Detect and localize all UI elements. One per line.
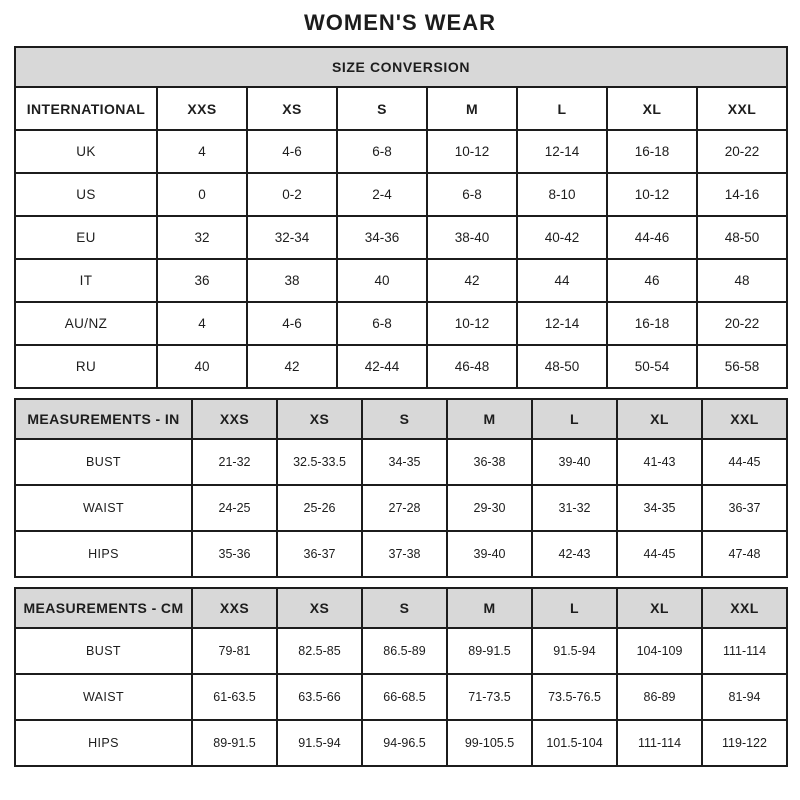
table-cell: 10-12 [607, 173, 697, 216]
table-cell: 12-14 [517, 302, 607, 345]
column-header-xs: XS [247, 87, 337, 130]
table-cell: 38-40 [427, 216, 517, 259]
table-cell: 40 [337, 259, 427, 302]
row-label: IT [15, 259, 157, 302]
table-cell: 73.5-76.5 [532, 674, 617, 720]
table-cell: 42-43 [532, 531, 617, 577]
column-header-l: L [532, 399, 617, 439]
table-row-eu [15, 216, 787, 259]
table-row-waist [15, 485, 787, 531]
column-header-m: M [447, 588, 532, 628]
table-cell: 16-18 [607, 302, 697, 345]
table-cell: 32.5-33.5 [277, 439, 362, 485]
table-cell: 8-10 [517, 173, 607, 216]
table-cell: 111-114 [617, 720, 702, 766]
table-cell: 36 [157, 259, 247, 302]
table-cell: 66-68.5 [362, 674, 447, 720]
measurements-in-table [14, 398, 788, 578]
table-cell: 119-122 [702, 720, 787, 766]
table-cell: 40 [157, 345, 247, 388]
table-cell: 4-6 [247, 130, 337, 173]
table-cell: 63.5-66 [277, 674, 362, 720]
table-cell: 6-8 [427, 173, 517, 216]
table-cell: 39-40 [532, 439, 617, 485]
table-cell: 48-50 [517, 345, 607, 388]
column-header-international: INTERNATIONAL [15, 87, 157, 130]
table-cell: 94-96.5 [362, 720, 447, 766]
column-header-row [15, 588, 787, 628]
row-label: WAIST [15, 485, 192, 531]
column-header-xs: XS [277, 588, 362, 628]
table-cell: 81-94 [702, 674, 787, 720]
table-cell: 10-12 [427, 302, 517, 345]
column-header-xxl: XXL [702, 588, 787, 628]
column-header-s: S [337, 87, 427, 130]
row-label: UK [15, 130, 157, 173]
table-cell: 89-91.5 [192, 720, 277, 766]
table-cell: 99-105.5 [447, 720, 532, 766]
table-cell: 34-35 [617, 485, 702, 531]
table-cell: 4 [157, 130, 247, 173]
table-cell: 20-22 [697, 302, 787, 345]
table-cell: 35-36 [192, 531, 277, 577]
column-header-m: M [447, 399, 532, 439]
row-label: BUST [15, 439, 192, 485]
table-cell: 91.5-94 [277, 720, 362, 766]
column-header-s: S [362, 399, 447, 439]
table-cell: 79-81 [192, 628, 277, 674]
size-conversion-table [14, 46, 788, 389]
table-cell: 44-46 [607, 216, 697, 259]
table-cell: 31-32 [532, 485, 617, 531]
table-row-bust [15, 628, 787, 674]
table-cell: 44-45 [702, 439, 787, 485]
table-cell: 34-35 [362, 439, 447, 485]
column-header-xl: XL [607, 87, 697, 130]
table-cell: 101.5-104 [532, 720, 617, 766]
table-cell: 25-26 [277, 485, 362, 531]
table-cell: 61-63.5 [192, 674, 277, 720]
table-row-hips [15, 531, 787, 577]
table-cell: 42-44 [337, 345, 427, 388]
column-header-row [15, 399, 787, 439]
table-row-it [15, 259, 787, 302]
column-header-row [15, 87, 787, 130]
row-label: AU/NZ [15, 302, 157, 345]
table-cell: 0 [157, 173, 247, 216]
table-cell: 16-18 [607, 130, 697, 173]
table-cell: 32-34 [247, 216, 337, 259]
table-cell: 46-48 [427, 345, 517, 388]
column-header-m: M [427, 87, 517, 130]
table-cell: 21-32 [192, 439, 277, 485]
column-header-xxs: XXS [192, 399, 277, 439]
measurements-cm-header: MEASUREMENTS - CM [15, 588, 192, 628]
table-cell: 41-43 [617, 439, 702, 485]
table-cell: 91.5-94 [532, 628, 617, 674]
table-band-row [15, 47, 787, 87]
table-cell: 40-42 [517, 216, 607, 259]
row-label: US [15, 173, 157, 216]
table-row-ru [15, 345, 787, 388]
table-cell: 2-4 [337, 173, 427, 216]
measurements-cm-table [14, 587, 788, 767]
table-cell: 36-37 [277, 531, 362, 577]
table-cell: 32 [157, 216, 247, 259]
table-cell: 0-2 [247, 173, 337, 216]
table-row-hips [15, 720, 787, 766]
table-cell: 38 [247, 259, 337, 302]
table-cell: 44 [517, 259, 607, 302]
table-cell: 36-37 [702, 485, 787, 531]
table-cell: 6-8 [337, 302, 427, 345]
page-title: WOMEN'S WEAR [304, 10, 496, 35]
table-cell: 36-38 [447, 439, 532, 485]
table-cell: 104-109 [617, 628, 702, 674]
table-cell: 89-91.5 [447, 628, 532, 674]
column-header-l: L [532, 588, 617, 628]
column-header-xxs: XXS [157, 87, 247, 130]
table-row-aunz [15, 302, 787, 345]
table-cell: 29-30 [447, 485, 532, 531]
table-row-waist [15, 674, 787, 720]
table-cell: 47-48 [702, 531, 787, 577]
row-label: EU [15, 216, 157, 259]
table-cell: 48 [697, 259, 787, 302]
table-cell: 6-8 [337, 130, 427, 173]
row-label: BUST [15, 628, 192, 674]
column-header-xs: XS [277, 399, 362, 439]
table-row-us [15, 173, 787, 216]
row-label: HIPS [15, 531, 192, 577]
table-cell: 27-28 [362, 485, 447, 531]
row-label: RU [15, 345, 157, 388]
table-cell: 42 [247, 345, 337, 388]
table-cell: 4-6 [247, 302, 337, 345]
table-cell: 46 [607, 259, 697, 302]
column-header-xxs: XXS [192, 588, 277, 628]
table-cell: 42 [427, 259, 517, 302]
row-label: HIPS [15, 720, 192, 766]
table-cell: 4 [157, 302, 247, 345]
table-cell: 71-73.5 [447, 674, 532, 720]
table-row-uk [15, 130, 787, 173]
table-cell: 86-89 [617, 674, 702, 720]
column-header-xl: XL [617, 588, 702, 628]
column-header-xxl: XXL [697, 87, 787, 130]
table-cell: 86.5-89 [362, 628, 447, 674]
table-cell: 14-16 [697, 173, 787, 216]
row-label: WAIST [15, 674, 192, 720]
table-cell: 34-36 [337, 216, 427, 259]
column-header-xxl: XXL [702, 399, 787, 439]
table-cell: 50-54 [607, 345, 697, 388]
table-cell: 24-25 [192, 485, 277, 531]
column-header-s: S [362, 588, 447, 628]
table-cell: 56-58 [697, 345, 787, 388]
size-conversion-band: SIZE CONVERSION [15, 47, 787, 87]
table-cell: 44-45 [617, 531, 702, 577]
table-cell: 82.5-85 [277, 628, 362, 674]
table-cell: 37-38 [362, 531, 447, 577]
table-cell: 10-12 [427, 130, 517, 173]
column-header-xl: XL [617, 399, 702, 439]
table-cell: 48-50 [697, 216, 787, 259]
table-cell: 39-40 [447, 531, 532, 577]
column-header-l: L [517, 87, 607, 130]
table-row-bust [15, 439, 787, 485]
table-cell: 20-22 [697, 130, 787, 173]
table-cell: 111-114 [702, 628, 787, 674]
table-cell: 12-14 [517, 130, 607, 173]
measurements-in-header: MEASUREMENTS - IN [15, 399, 192, 439]
